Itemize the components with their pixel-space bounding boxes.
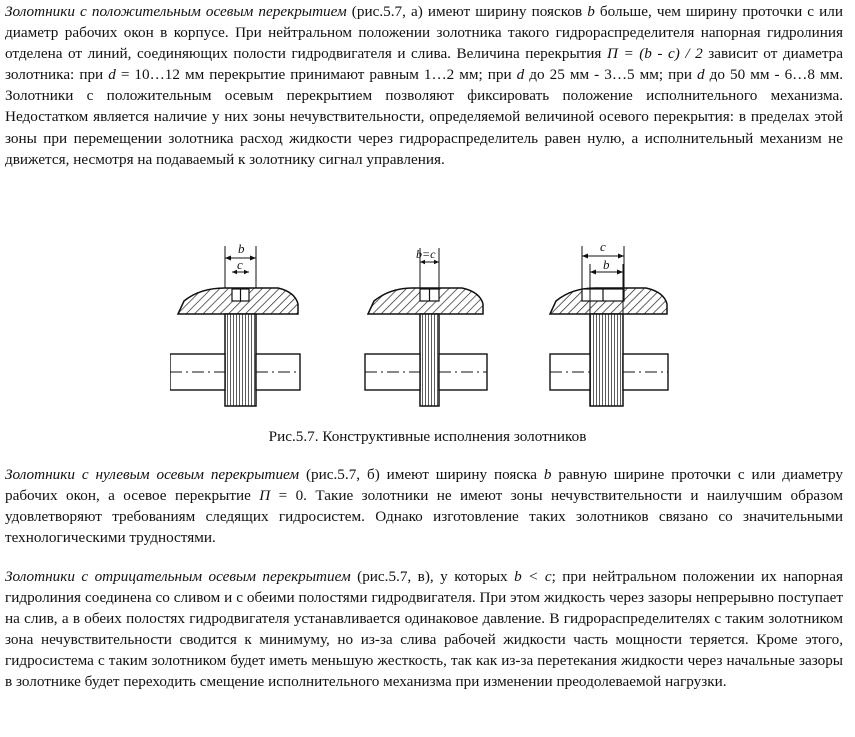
spool-land	[420, 314, 439, 406]
symbol-d: d	[108, 66, 116, 84]
paragraph-zero-overlap	[5, 464, 843, 548]
spool-variant-b	[365, 247, 487, 406]
figure-caption: Рис.5.7. Конструктивные исполнения золотников	[268, 428, 587, 445]
text-run: до 25 мм - 3…5 мм; при	[524, 66, 697, 84]
text-run: равную ширине проточки с или диаметру рабочих окон, а осевое перекрытие	[5, 466, 843, 505]
spool-variant-c	[550, 239, 668, 406]
symbol-pi: П	[259, 487, 271, 505]
label-b: b	[603, 257, 610, 272]
overlap-formula: П = (b - c) / 2	[606, 45, 703, 63]
label-c: c	[600, 239, 606, 254]
comparison-b-less-c: b < c	[514, 568, 552, 585]
label-c: c	[237, 257, 243, 272]
text-run: (рис.5.7, в), у которых	[350, 568, 515, 585]
text-run: = 0. Такие золотники не имеют зоны нечувствительности и наилучшим образом удовлетворяют требованиям следящих гидросистем. Однако изготовление таких золотников связано со значительными технологическими трудностями.	[5, 487, 843, 547]
label-b-equals-c: b=c	[416, 247, 436, 261]
text-run: (рис.5.7, б) имеют ширину пояска	[299, 466, 544, 483]
symbol-b: b	[543, 466, 552, 483]
label-b: b	[238, 241, 245, 256]
spool-variant-a	[170, 241, 300, 406]
symbol-b: b	[587, 3, 595, 20]
term-zero-overlap: Золотники с нулевым осевым перекрытием	[5, 466, 300, 483]
text-run: больше, чем ширину проточки с или диаметр рабочих окон в корпусе. При нейтральном положении золотника такого гидрораспределителя напорная гидролиния отделена от линий, соединяющих полости гидродвигателя и слива. Величина перекрытия	[5, 3, 843, 63]
paragraph-negative-overlap	[5, 566, 843, 693]
spool-land	[590, 314, 623, 406]
term-positive-overlap: Золотники с положительным осевым перекрытием	[5, 3, 347, 20]
spool-overlap-figure	[170, 236, 710, 426]
spool-land	[225, 314, 256, 406]
text-run: ; при нейтральном положении их напорная гидролиния соединена со сливом и с обеими полостями гидродвигателя. При этом жидкость через зазоры непрерывно поступает на слив, а в обеих полостях гидродвигателя устанавливается одинаковое давление. В гидрораспределителях с таким золотником зона нечувствительности сводится к минимуму, но из-за слива рабочей жидкости часть мощности теряется. Кроме этого, гидросистема с таким золотником будет иметь меньшую жесткость, так как из-за перетекания жидкости через начальные зазоры в золотнике будет переходить смещение исполнительного механизма при изменении преодолеваемой нагрузки.	[5, 568, 843, 691]
paragraph-positive-overlap	[5, 1, 843, 170]
text-run: зависит от диаметра золотника: при	[5, 45, 843, 84]
symbol-d: d	[697, 66, 705, 84]
text-run: до 50 мм - 6…8 мм. Золотники с положительным осевым перекрытием позволяют фиксировать положение исполнительного механизма. Недостатком является наличие у них зоны нечувствительности, определяемой величиной осевого перекрытия: в пределах этой зоны при перемещении золотника расход жидкости через гидрораспределитель равен нулю, а исполнительный механизм не движется, несмотря на подаваемый к золотнику сигнал управления.	[5, 66, 843, 168]
term-negative-overlap: Золотники с отрицательным осевым перекрытием	[5, 568, 351, 585]
text-run: = 10…12 мм перекрытие принимают равным 1…2 мм; при	[115, 66, 517, 84]
text-run: (рис.5.7, а) имеют ширину поясков	[346, 3, 588, 20]
symbol-d: d	[516, 66, 525, 84]
